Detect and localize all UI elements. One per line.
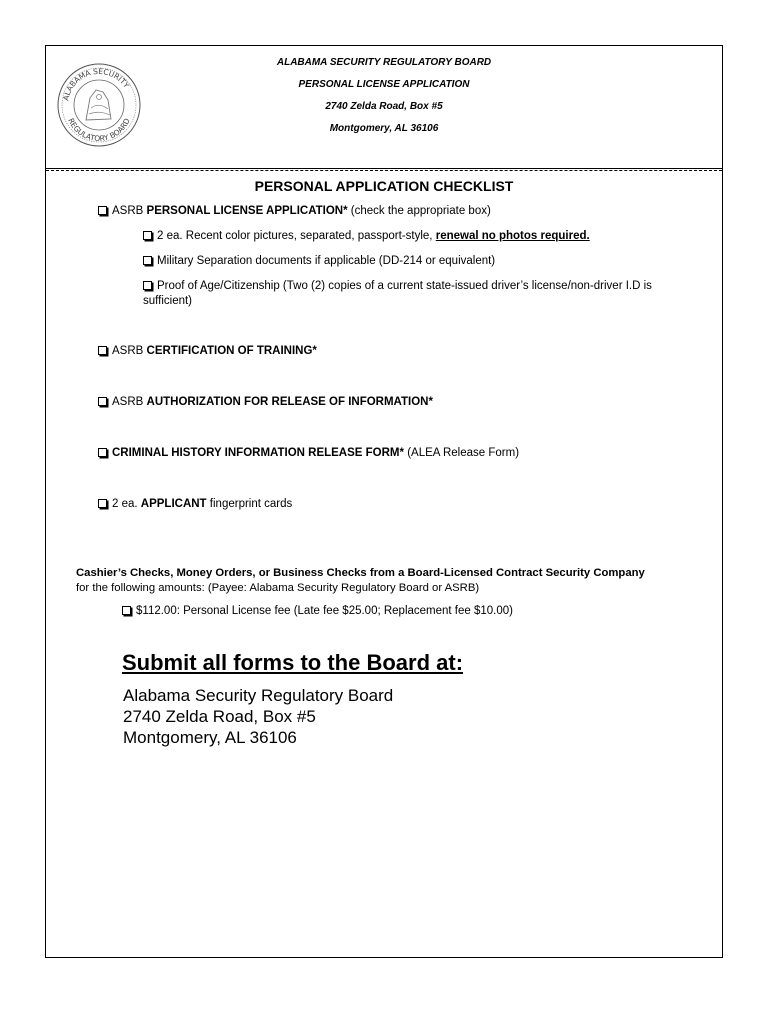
form-frame <box>45 45 723 958</box>
checklist-title: PERSONAL APPLICATION CHECKLIST <box>254 178 514 194</box>
item-label: CERTIFICATION OF TRAINING* <box>146 345 317 357</box>
checklist-item-training <box>98 344 317 359</box>
checkbox[interactable] <box>143 256 152 265</box>
checklist-subitem-proof <box>143 279 713 309</box>
item-label: PERSONAL LICENSE APPLICATION* <box>146 205 348 217</box>
fee-text: $112.00: Personal License fee (Late fee $25.00; Replacement fee $10.00) <box>136 605 513 617</box>
checkbox[interactable] <box>98 346 107 355</box>
payment-payee: for the following amounts: (Payee: Alabama Security Regulatory Board or ASRB) <box>76 582 480 594</box>
submit-heading: Submit all forms to the Board at: <box>122 650 464 675</box>
item-label: AUTHORIZATION FOR RELEASE OF INFORMATION* <box>146 396 433 408</box>
form-title: PERSONAL LICENSE APPLICATION <box>298 79 470 90</box>
item-prefix: ASRB <box>112 396 144 408</box>
checkbox[interactable] <box>98 206 107 215</box>
item-prefix: ASRB <box>112 205 144 217</box>
renewal-note: renewal no photos required. <box>435 230 590 242</box>
subitem-text: Military Separation documents if applicable (DD-214 or equivalent) <box>157 255 496 267</box>
checkbox[interactable] <box>122 606 131 615</box>
checklist-item-criminal-history <box>98 446 519 461</box>
item-note: (check the appropriate box) <box>350 205 491 217</box>
checkbox[interactable] <box>143 231 152 240</box>
subitem-text: Proof of Age/Citizenship (Two (2) copies of a current state-issued driver’s license/non-driver I.D is <box>157 280 652 292</box>
item-note: fingerprint cards <box>209 498 293 510</box>
checkbox[interactable] <box>98 448 107 457</box>
header-address: 2740 Zelda Road, Box #5 <box>325 101 443 112</box>
svg-text:ALABAMA SECURITY: ALABAMA SECURITY <box>61 66 131 102</box>
header-divider <box>46 170 722 171</box>
board-name: ALABAMA SECURITY REGULATORY BOARD <box>276 57 492 68</box>
checklist-subitem-photos <box>143 229 590 244</box>
checkbox[interactable] <box>98 397 107 406</box>
header-city: Montgomery, AL 36106 <box>329 123 439 134</box>
checklist-item-authorization <box>98 395 433 410</box>
item-prefix: ASRB <box>112 345 144 357</box>
fee-item <box>122 604 513 619</box>
subitem-text: 2 ea. Recent color pictures, separated, passport-style, <box>157 230 433 242</box>
item-note: (ALEA Release Form) <box>407 447 520 459</box>
submit-address-line3: Montgomery, AL 36106 <box>123 728 297 747</box>
checklist-item-application <box>98 204 491 219</box>
checkbox[interactable] <box>98 499 107 508</box>
checklist-item-fingerprints <box>98 497 292 512</box>
payment-methods: Cashier’s Checks, Money Orders, or Business Checks from a Board-Licensed Contract Security Company <box>76 567 645 579</box>
submit-address-line2: 2740 Zelda Road, Box #5 <box>123 707 316 726</box>
checklist-subitem-military <box>143 254 495 269</box>
payment-instructions <box>76 566 645 596</box>
subitem-text-continued: sufficient) <box>143 295 193 307</box>
item-prefix: 2 ea. <box>112 498 138 510</box>
header <box>46 46 722 169</box>
item-label: CRIMINAL HISTORY INFORMATION RELEASE FORM* <box>112 447 404 459</box>
item-label: APPLICANT <box>140 498 207 510</box>
svg-text:REGULATORY BOARD: REGULATORY BOARD <box>66 116 132 144</box>
submit-address-line1: Alabama Security Regulatory Board <box>123 686 394 705</box>
checkbox[interactable] <box>143 281 152 290</box>
